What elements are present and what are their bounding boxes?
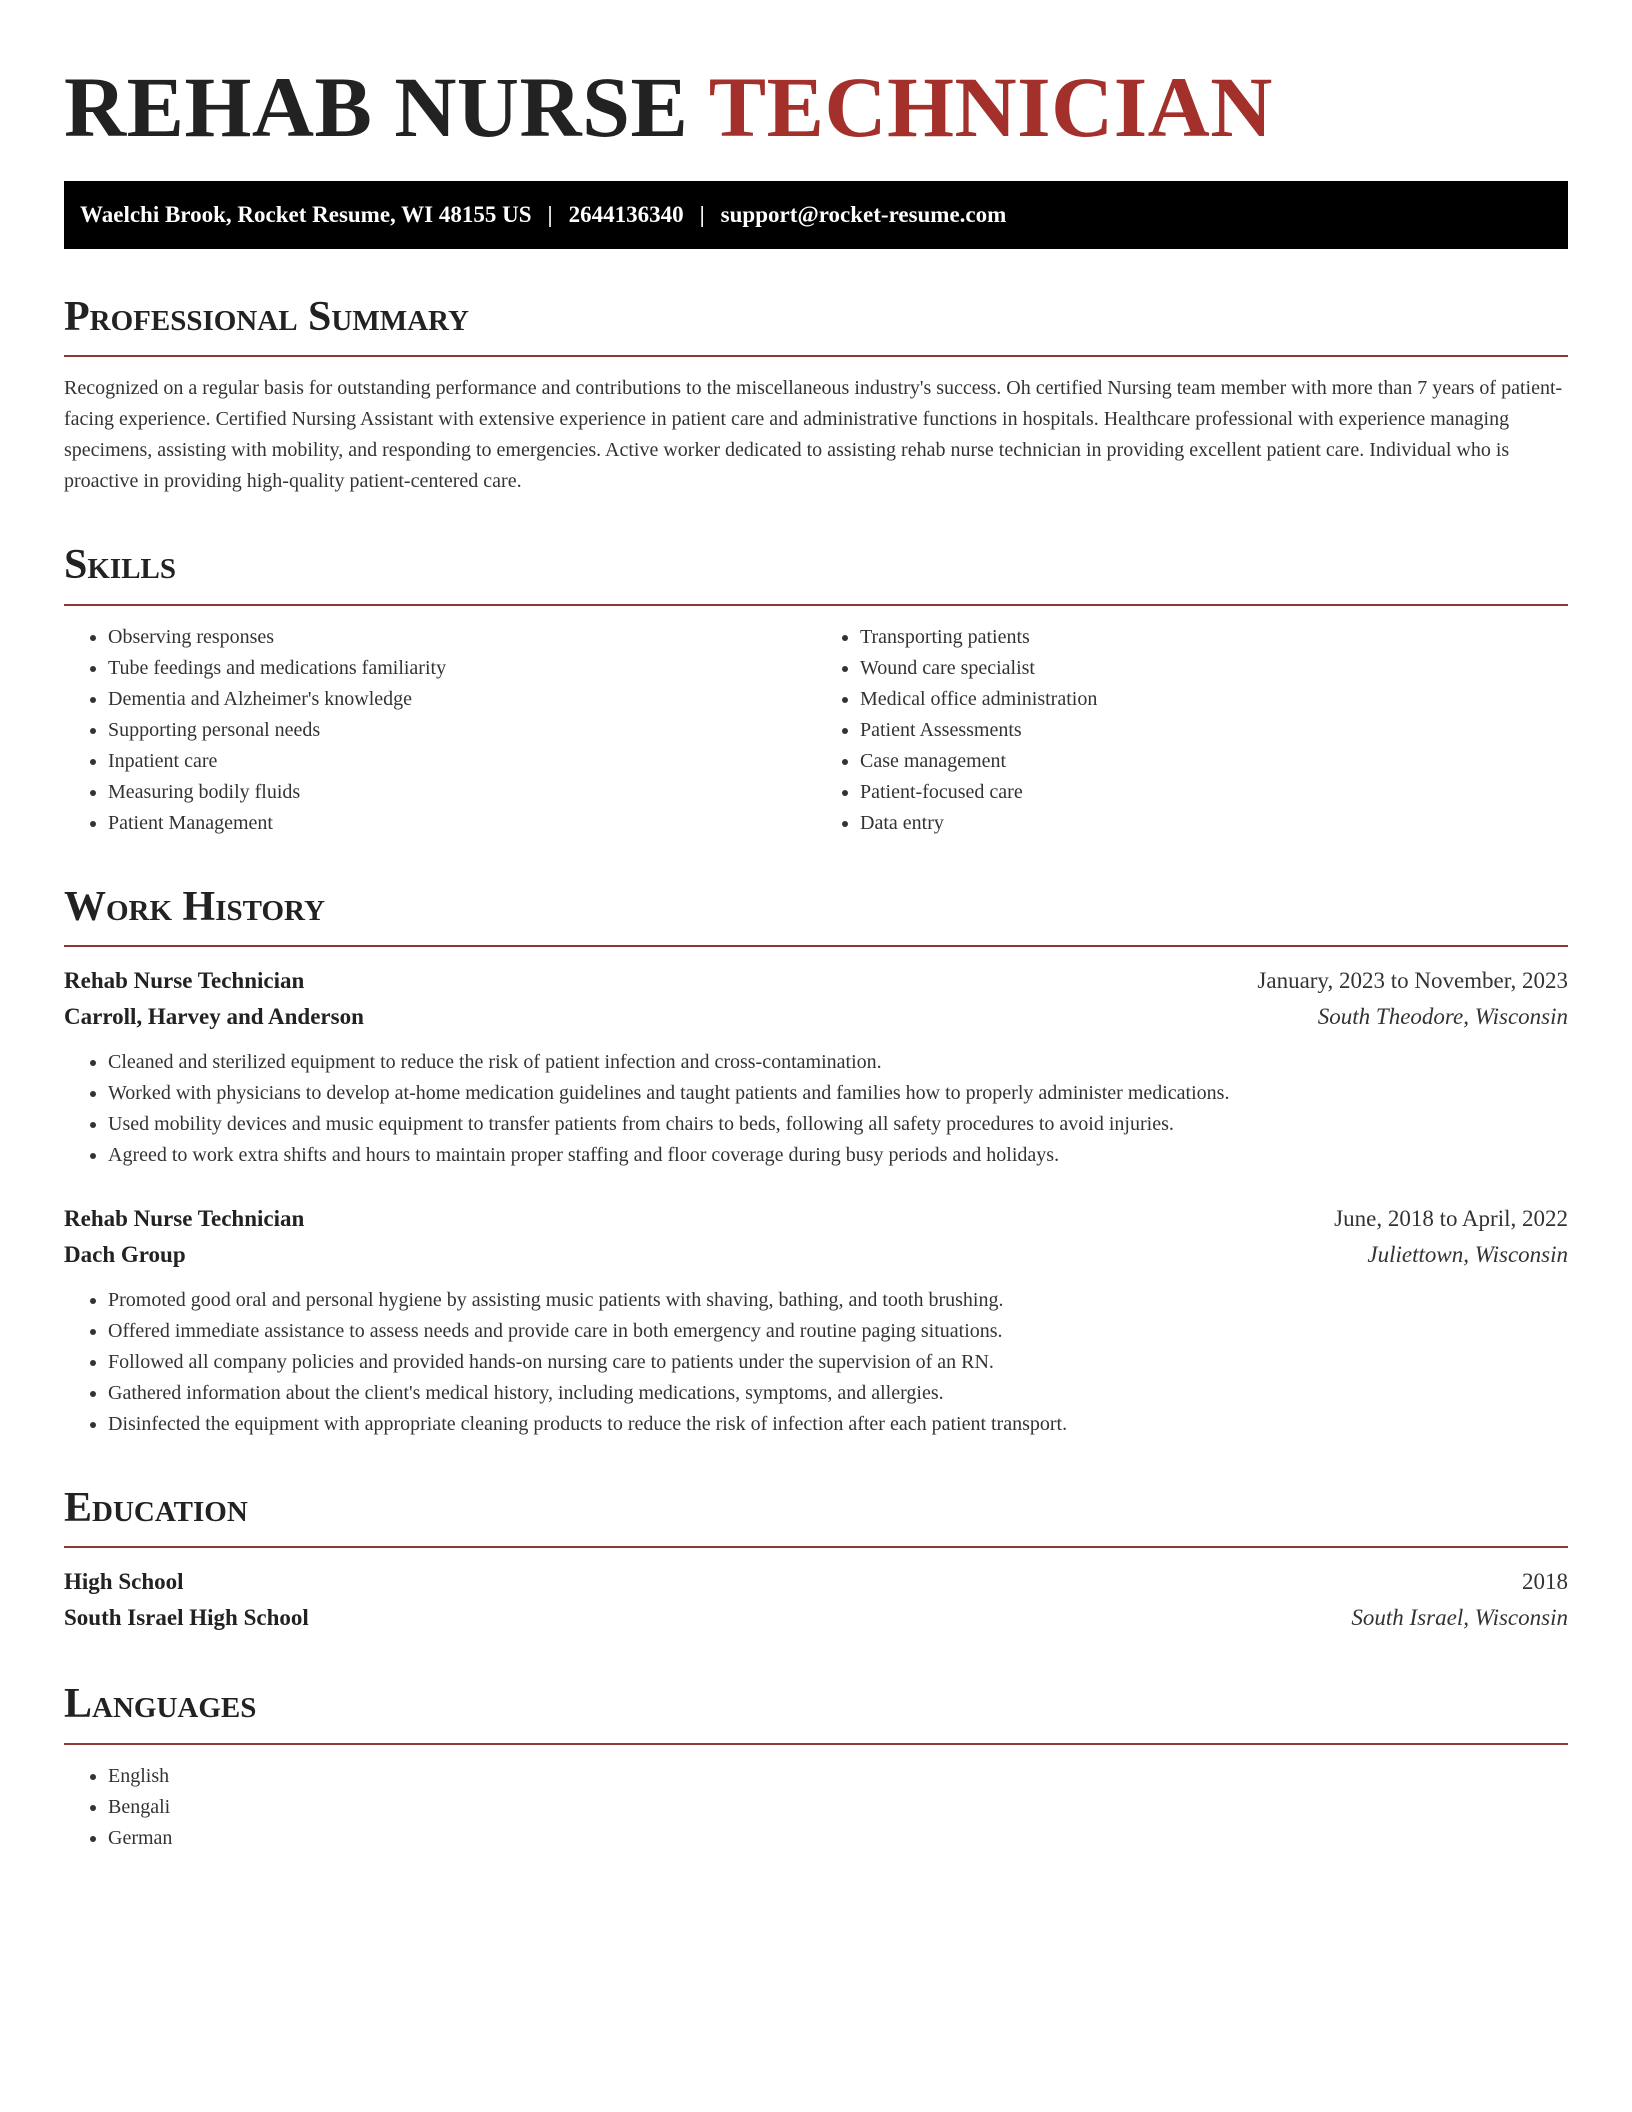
skills-list-left: [64, 622, 816, 839]
skill-item: • Wound care specialist: [860, 653, 1568, 684]
job-dates: January, 2023 to November, 2023: [1257, 968, 1568, 994]
skills-column-left: [64, 622, 816, 839]
contact-separator: |: [699, 202, 705, 228]
languages-heading: Languages: [64, 1681, 257, 1728]
job-duties-list: [64, 1047, 1568, 1171]
education-section: [64, 1484, 1568, 1636]
job-duty: • Followed all company policies and provided hands-on nursing care to patients under the supervision of an RN.: [108, 1347, 1568, 1378]
job-location: South Theodore, Wisconsin: [1317, 1004, 1568, 1030]
skills-section: [64, 541, 1568, 838]
section-divider: [64, 945, 1568, 947]
skill-item: • Patient Assessments: [860, 715, 1568, 746]
language-item: • German: [108, 1823, 1568, 1854]
work-history-section: [64, 883, 1568, 1440]
job-company-row: [64, 1237, 1568, 1273]
job-company-row: [64, 999, 1568, 1035]
contact-address: Waelchi Brook, Rocket Resume, WI 48155 US: [80, 202, 532, 228]
skill-item: • Supporting personal needs: [108, 715, 816, 746]
skill-item: • Measuring bodily fluids: [108, 777, 816, 808]
languages-list: [64, 1761, 1568, 1854]
job-entry: [64, 963, 1568, 1171]
section-divider: [64, 1546, 1568, 1548]
job-duty: • Cleaned and sterilized equipment to reduce the risk of patient infection and cross-contamination.: [108, 1047, 1568, 1078]
skill-item: • Patient-focused care: [860, 777, 1568, 808]
section-divider: [64, 604, 1568, 606]
education-heading: Education: [64, 1485, 248, 1532]
skills-grid: [64, 622, 1568, 839]
contact-separator: |: [547, 202, 553, 228]
job-duty: • Agreed to work extra shifts and hours to maintain proper staffing and floor coverage during busy periods and holidays.: [108, 1140, 1568, 1171]
skill-item: • Dementia and Alzheimer's knowledge: [108, 684, 816, 715]
summary-heading: Professional Summary: [64, 294, 469, 341]
contact-phone: 2644136340: [568, 202, 684, 228]
education-school-row: [64, 1600, 1568, 1636]
education-school: South Israel High School: [64, 1605, 309, 1631]
languages-section: [64, 1680, 1568, 1853]
job-dates: June, 2018 to April, 2022: [1334, 1206, 1568, 1232]
skill-item: • Inpatient care: [108, 746, 816, 777]
job-duty: • Disinfected the equipment with appropriate cleaning products to reduce the risk of infection after each patient transport.: [108, 1409, 1568, 1440]
title-part-1: REHAB NURSE: [64, 59, 689, 155]
contact-bar: [64, 181, 1568, 249]
job-duties-list: [64, 1285, 1568, 1440]
summary-section: [64, 293, 1568, 497]
job-title: Rehab Nurse Technician: [64, 1206, 305, 1232]
education-degree-row: [64, 1564, 1568, 1600]
skills-list-right: [816, 622, 1568, 839]
job-location: Juliettown, Wisconsin: [1367, 1242, 1568, 1268]
summary-text: Recognized on a regular basis for outstanding performance and contributions to the miscellaneous industry's success. Oh certified Nursing team member with more than 7 years of patient-facing experience. Certified Nursing Assistant with extensive experience in patient care and administrative functions in hospitals. Healthcare professional with experience managing specimens, assisting with mobility, and responding to emergencies. Active worker dedicated to assisting rehab nurse technician in providing excellent patient care. Individual who is proactive in providing high-quality patient-centered care.: [64, 377, 1563, 493]
work-history-heading: Work History: [64, 883, 325, 930]
job-entry: [64, 1201, 1568, 1440]
section-divider: [64, 1743, 1568, 1745]
job-duty: • Worked with physicians to develop at-home medication guidelines and taught patients and families how to properly administer medications.: [108, 1078, 1568, 1109]
skills-column-right: [816, 622, 1568, 839]
education-degree: High School: [64, 1569, 184, 1595]
education-location: South Israel, Wisconsin: [1351, 1605, 1568, 1631]
language-item: • English: [108, 1761, 1568, 1792]
skill-item: • Medical office administration: [860, 684, 1568, 715]
job-title: Rehab Nurse Technician: [64, 968, 305, 994]
skill-item: • Transporting patients: [860, 622, 1568, 653]
job-company: Dach Group: [64, 1242, 186, 1268]
contact-email[interactable]: support@rocket-resume.com: [720, 202, 1007, 228]
job-title-row: [64, 1201, 1568, 1237]
education-year: 2018: [1522, 1569, 1568, 1595]
job-duty: • Promoted good oral and personal hygiene by assisting music patients with shaving, bathing, and tooth brushing.: [108, 1285, 1568, 1316]
language-item: • Bengali: [108, 1792, 1568, 1823]
job-duty: • Gathered information about the client's medical history, including medications, symptoms, and allergies.: [108, 1378, 1568, 1409]
skill-item: • Patient Management: [108, 808, 816, 839]
job-duty: • Offered immediate assistance to assess needs and provide care in both emergency and routine paging situations.: [108, 1316, 1568, 1347]
skills-heading: Skills: [64, 542, 177, 589]
resume-title: [64, 56, 1568, 159]
job-duty: • Used mobility devices and music equipment to transfer patients from chairs to beds, following all safety procedures to avoid injuries.: [108, 1109, 1568, 1140]
title-part-2: TECHNICIAN: [708, 59, 1273, 155]
skill-item: • Tube feedings and medications familiarity: [108, 653, 816, 684]
skill-item: • Case management: [860, 746, 1568, 777]
skill-item: • Data entry: [860, 808, 1568, 839]
section-divider: [64, 355, 1568, 357]
job-company: Carroll, Harvey and Anderson: [64, 1004, 364, 1030]
skill-item: • Observing responses: [108, 622, 816, 653]
job-title-row: [64, 963, 1568, 999]
